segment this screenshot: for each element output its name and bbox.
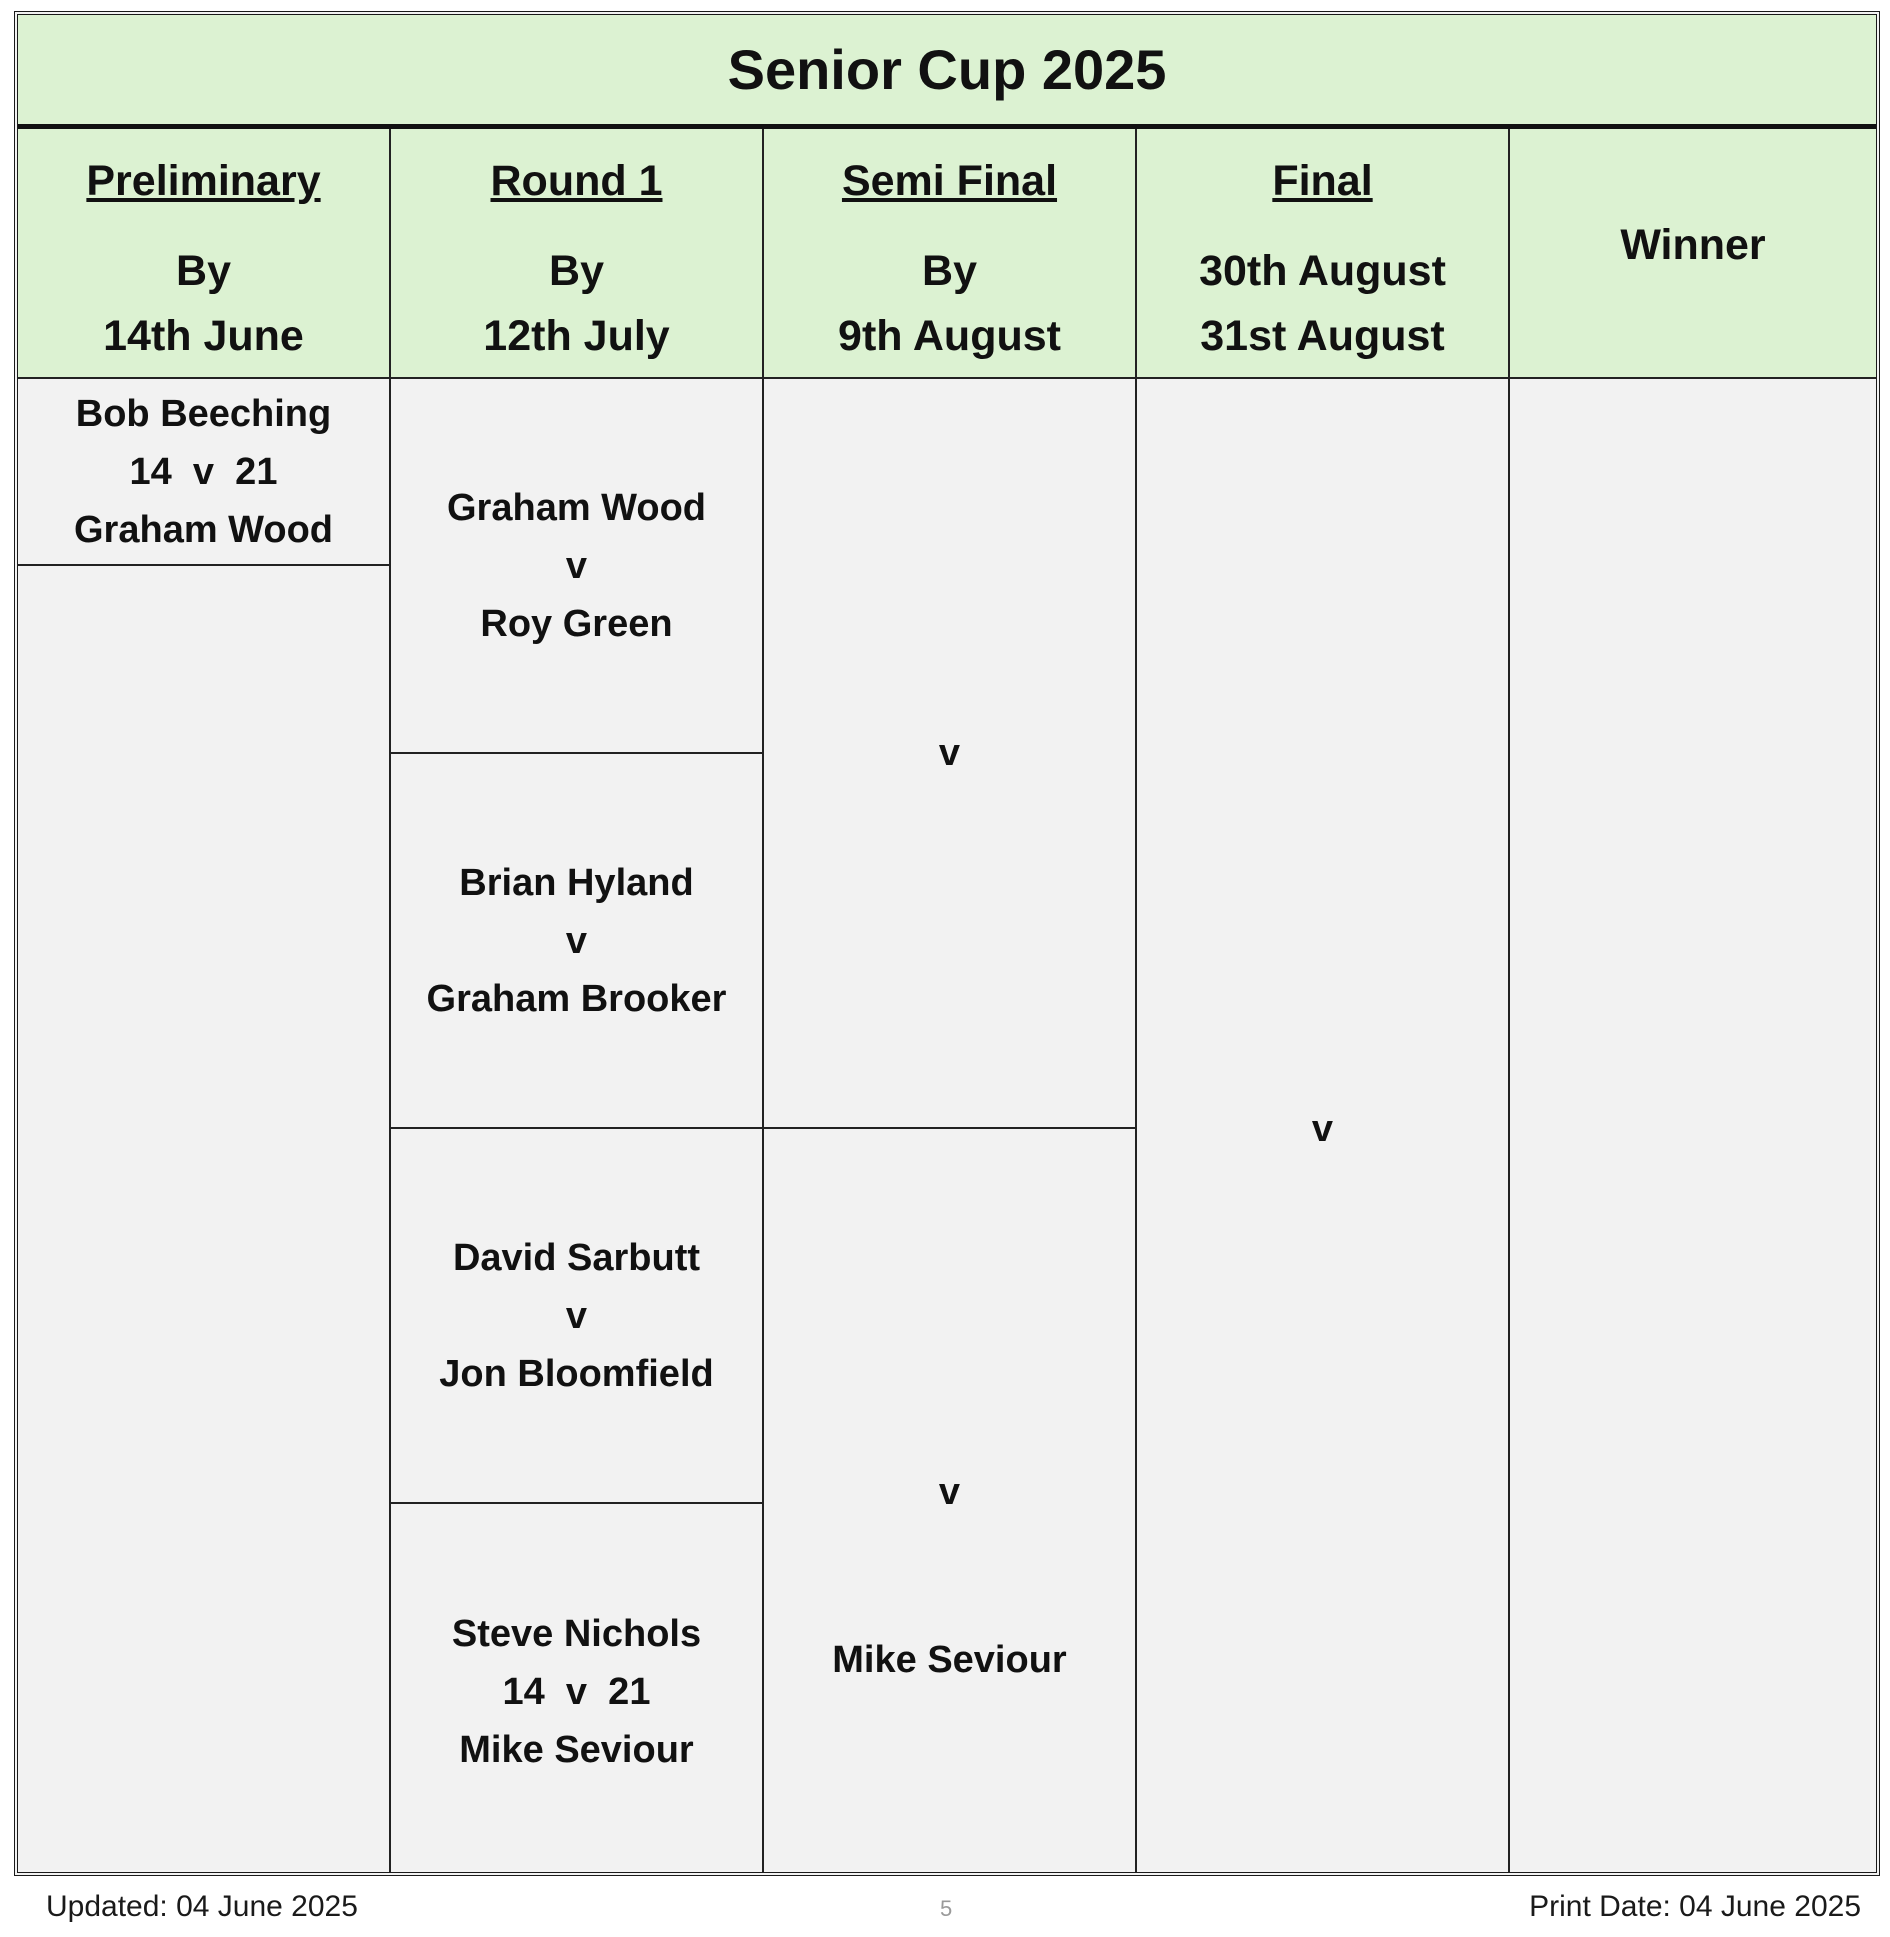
preliminary-match-1 (18, 379, 389, 566)
round-name-preliminary: Preliminary (86, 157, 321, 205)
player-name: Graham Brooker (426, 977, 727, 1020)
versus-label: v (565, 1294, 588, 1337)
header-preliminary (18, 129, 391, 379)
sheet-title: Senior Cup 2025 (18, 15, 1876, 129)
round-name-semi-final: Semi Final (841, 157, 1058, 205)
page-number: 5 (940, 1896, 953, 1921)
player-name: Mike Seviour (832, 1639, 1067, 1681)
by-label-semi-final: By (922, 247, 977, 295)
player-name: Graham Wood (74, 508, 333, 551)
player-name: Mike Seviour (459, 1728, 694, 1771)
deadline-round-1: 12th July (483, 312, 670, 360)
versus-label: v (565, 544, 588, 587)
column-round-1 (391, 379, 764, 1872)
by-label-round-1: By (549, 247, 604, 295)
column-semi-final (764, 379, 1137, 1872)
player-name: David Sarbutt (452, 1236, 701, 1279)
round-name-round-1: Round 1 (490, 157, 663, 205)
header-round-1 (391, 129, 764, 379)
round-1-match-4 (391, 1504, 762, 1879)
updated-date: Updated: 04 June 2025 (46, 1890, 358, 1923)
column-preliminary (18, 379, 391, 1872)
column-final (1137, 379, 1510, 1872)
round-1-match-1 (391, 379, 762, 754)
final-date-2: 31st August (1200, 312, 1445, 360)
print-date: Print Date: 04 June 2025 (1529, 1890, 1861, 1923)
match-score: 14 v 21 (129, 450, 278, 493)
player-name: Brian Hyland (459, 861, 694, 904)
player-name: Roy Green (480, 602, 673, 645)
header-winner (1510, 129, 1876, 379)
player-name: Graham Wood (447, 486, 706, 529)
header-semi-final (764, 129, 1137, 379)
header-final (1137, 129, 1510, 379)
column-winner (1510, 379, 1876, 1872)
versus-label: v (565, 919, 588, 962)
versus-label: v (1311, 1108, 1334, 1150)
final-date-1: 30th August (1199, 247, 1446, 295)
round-1-match-3 (391, 1129, 762, 1504)
cup-draw-sheet (14, 11, 1880, 1876)
player-name: Jon Bloomfield (439, 1352, 714, 1395)
deadline-semi-final: 9th August (838, 312, 1061, 360)
match-score: 14 v 21 (502, 1670, 651, 1713)
final-match (1137, 379, 1508, 1879)
by-label-preliminary: By (176, 247, 231, 295)
versus-label: v (938, 1471, 961, 1513)
round-1-match-2 (391, 754, 762, 1129)
versus-label: v (938, 732, 961, 774)
round-name-final: Final (1272, 157, 1373, 205)
deadline-preliminary: 14th June (103, 312, 304, 360)
winner-label: Winner (1620, 221, 1766, 269)
player-name: Bob Beeching (75, 392, 332, 435)
semi-final-match-1 (764, 379, 1135, 1129)
player-name: Steve Nichols (451, 1612, 702, 1655)
semi-final-match-2 (764, 1129, 1135, 1879)
